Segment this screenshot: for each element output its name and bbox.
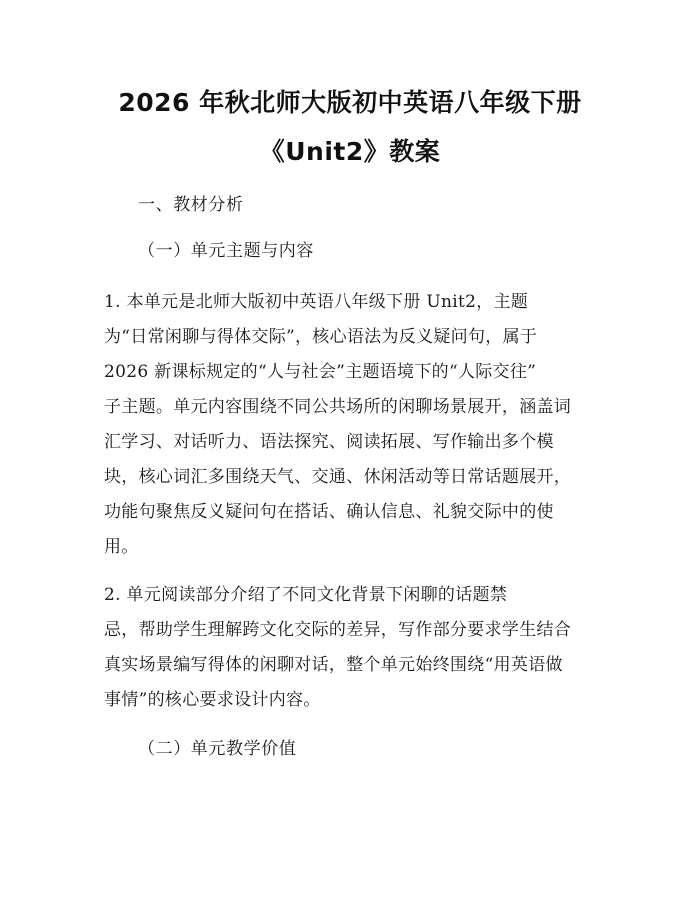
document-title-line-1: 2026 年秋北师大版初中英语八年级下册 <box>118 88 582 117</box>
paragraph-1 <box>104 285 604 565</box>
paragraph-1-line: 2026 新课标规定的“人与社会”主题语境下的“人际交往” <box>104 362 537 382</box>
paragraph-1-line: 为“日常闲聊与得体交际”，核心语法为反义疑问句，属于 <box>104 327 538 347</box>
paragraph-2-line: 忌，帮助学生理解跨文化交际的差异，写作部分要求学生结合 <box>104 620 572 640</box>
paragraph-1-line: 块，核心词汇多围绕天气、交通、休闲活动等日常话题展开， <box>104 467 572 487</box>
paragraph-1-line: 功能句聚焦反义疑问句在搭话、确认信息、礼貌交际中的使 <box>104 502 554 522</box>
paragraph-1-line: 用。 <box>104 537 139 557</box>
paragraph-1-line: 1. 本单元是北师大版初中英语八年级下册 Unit2，主题 <box>104 292 529 312</box>
paragraph-1-line: 汇学习、对话听力、语法探究、阅读拓展、写作输出多个模 <box>104 432 554 452</box>
paragraph-2-line: 2. 单元阅读部分介绍了不同文化背景下闲聊的话题禁 <box>104 585 508 605</box>
section-heading-teaching-material-analysis: 一、教材分析 <box>138 195 244 215</box>
subsection-heading-unit-teaching-value: （二）单元教学价值 <box>138 739 297 759</box>
document-title-line-2: 《Unit2》教案 <box>259 137 441 166</box>
subsection-heading-unit-theme-content: （一）单元主题与内容 <box>138 241 314 261</box>
paragraph-2-line: 真实场景编写得体的闲聊对话，整个单元始终围绕“用英语做 <box>104 655 563 675</box>
paragraph-2 <box>104 578 604 718</box>
paragraph-2-line: 事情”的核心要求设计内容。 <box>104 690 321 710</box>
paragraph-1-line: 子主题。单元内容围绕不同公共场所的闲聊场景展开，涵盖词 <box>104 397 572 417</box>
